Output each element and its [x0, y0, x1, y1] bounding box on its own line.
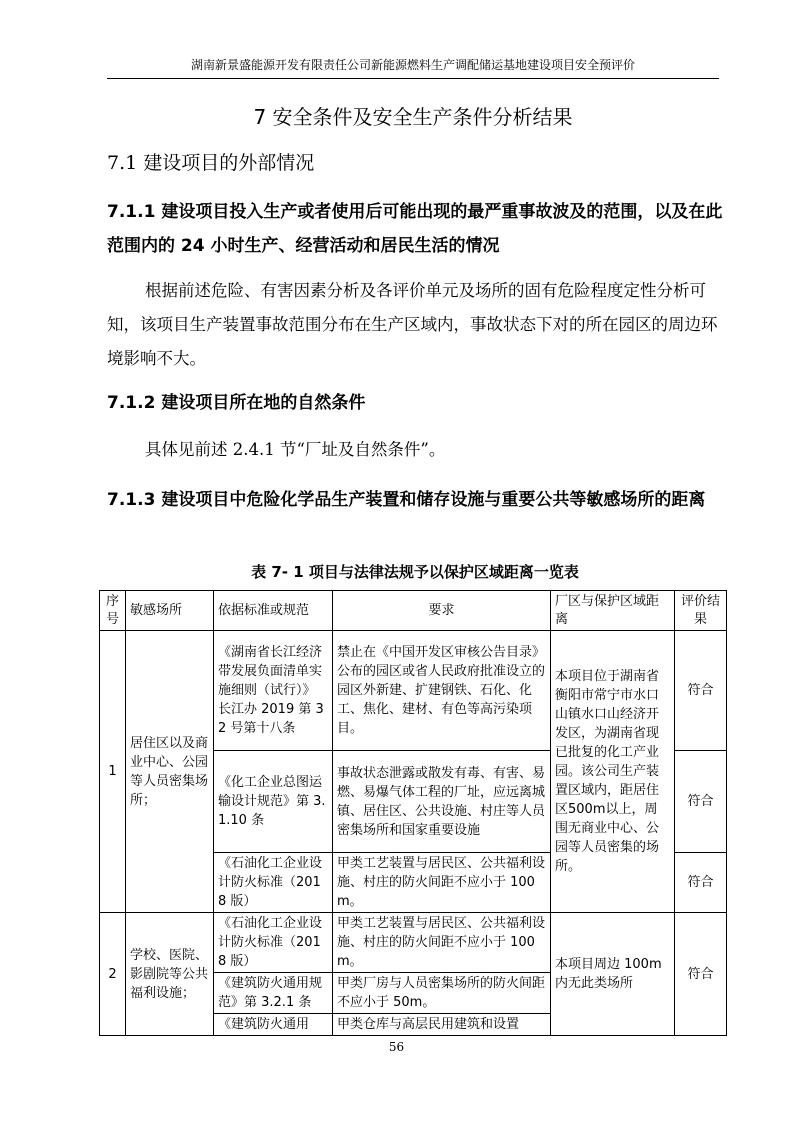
result-cell: 符合 — [675, 913, 727, 1036]
basis-cell: 《建筑防火通用规范》第 3.2.1 条 — [214, 973, 333, 1014]
requirement-cell: 禁止在《中国开发区审核公告目录》公布的园区或省人民政府批准设立的园区外新建、扩建钢铁、石化、化工、焦化、建材、有色等高污染项目。 — [333, 631, 551, 751]
requirement-cell: 甲类仓库与高层民用建筑和设置 — [333, 1014, 551, 1036]
section-heading-7-1-1: 7.1.1 建设项目投入生产或者使用后可能出现的最严重事故波及的范围，以及在此范围内的 24 小时生产、经营活动和居民生活的情况 — [107, 202, 723, 256]
distance-cell: 本项目周边 100m 内无此类场所 — [551, 913, 675, 1036]
paragraph-text: 根据前述危险、有害因素分析及各评价单元及场所的固有危险程度定性分析可知，该项目生产装置事故范围分布在生产区域内，事故状态下对的所在园区的周边环境影响不大。 — [107, 281, 718, 368]
requirement-cell: 事故状态泄露或散发有毒、有害、易燃、易爆气体工程的厂址，应远离城镇、居住区、公共设施、村庄等人员密集场所和国家重要设施 — [333, 751, 551, 853]
sensitive-place: 学校、医院、影剧院等公共福利设施； — [126, 913, 214, 1036]
table-row — [100, 913, 727, 973]
distance-table — [99, 590, 727, 1036]
header-cell: 序号 — [100, 591, 126, 631]
result-cell: 符合 — [675, 631, 727, 751]
table-caption: 表 7- 1 项目与法律法规予以保护区域距离一览表 — [251, 563, 579, 581]
header-cell: 依据标准或规范 — [214, 591, 333, 631]
page-number: 56 — [388, 1040, 405, 1054]
page-header: 湖南新景盛能源开发有限责任公司新能源燃料生产调配储运基地建设项目安全预评价 — [107, 56, 719, 79]
paragraph-7-1-2 — [107, 433, 723, 467]
requirement-cell: 甲类工艺装置与居民区、公共福利设施、村庄的防火间距不应小于 100m。 — [333, 853, 551, 913]
requirement-cell: 甲类工艺装置与居民区、公共福利设施、村庄的防火间距不应小于 100m。 — [333, 913, 551, 973]
row-number: 2 — [100, 913, 126, 1036]
header-cell: 要求 — [333, 591, 551, 631]
basis-cell: 《建筑防火通用 — [214, 1014, 333, 1036]
basis-cell: 《石油化工企业设计防火标准（2018 版） — [214, 853, 333, 913]
table-header-row — [100, 591, 727, 631]
section-heading-7-1: 7.1 建设项目的外部情况 — [107, 152, 315, 174]
header-cell: 厂区与保护区域距离 — [551, 591, 675, 631]
distance-cell: 本项目位于湖南省衡阳市常宁市水口山镇水口山经济开发区，为湖南省现已批复的化工产业园。该公司生产装置区域内，距居住区500m以上，周围无商业中心、公园等人员密集的场所。 — [551, 631, 675, 913]
header-cell: 评价结果 — [675, 591, 727, 631]
result-cell: 符合 — [675, 751, 727, 853]
basis-cell: 《湖南省长江经济带发展负面清单实施细则（试行）》长江办 2019 第 32 号第十八条 — [214, 631, 333, 751]
chapter-title: 7 安全条件及安全生产条件分析结果 — [253, 105, 573, 129]
row-number: 1 — [100, 631, 126, 913]
basis-cell: 《石油化工企业设计防火标准（2018 版） — [214, 913, 333, 973]
sensitive-place: 居住区以及商业中心、公园等人员密集场所； — [126, 631, 214, 913]
section-heading-7-1-2: 7.1.2 建设项目所在地的自然条件 — [107, 393, 366, 413]
section-heading-7-1-3: 7.1.3 建设项目中危险化学品生产装置和储存设施与重要公共等敏感场所的距离 — [107, 490, 706, 510]
result-cell: 符合 — [675, 853, 727, 913]
table-row — [100, 631, 727, 751]
basis-cell: 《化工企业总图运输设计规范》第 3.1.10 条 — [214, 751, 333, 853]
paragraph-7-1-1 — [107, 274, 723, 376]
header-cell: 敏感场所 — [126, 591, 214, 631]
requirement-cell: 甲类厂房与人员密集场所的防火间距不应小于 50m。 — [333, 973, 551, 1014]
paragraph-text: 具体见前述 2.4.1 节“厂址及自然条件”。 — [145, 440, 446, 459]
